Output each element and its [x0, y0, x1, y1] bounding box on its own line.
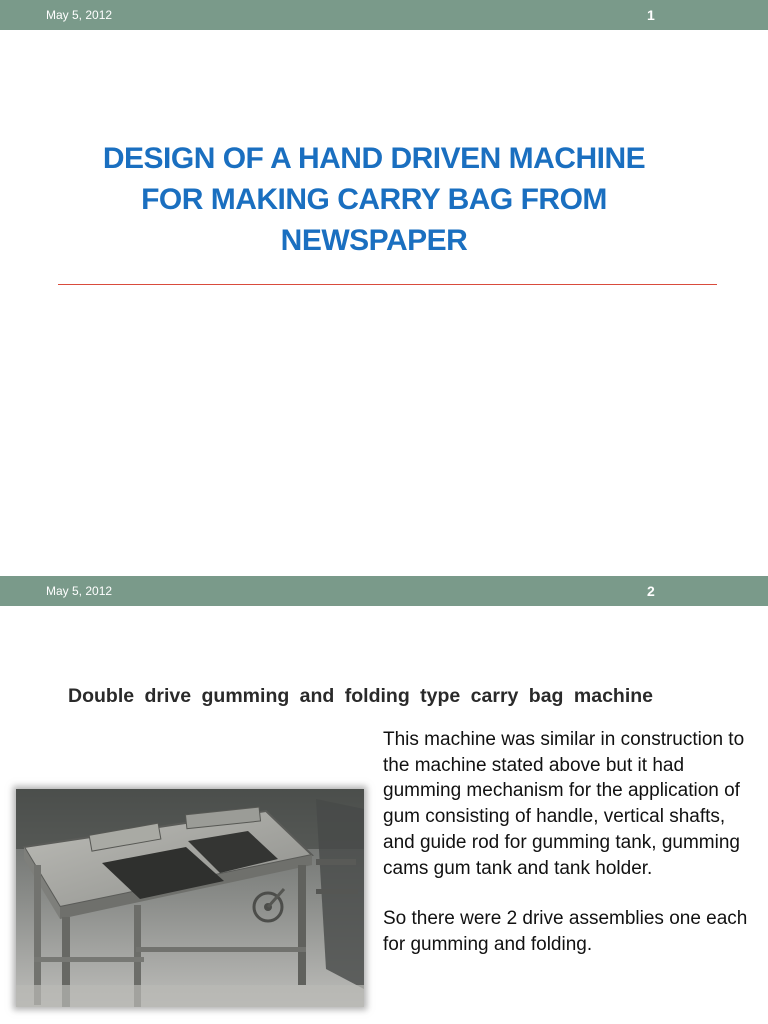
slide-heading: Double drive gumming and folding type carry bag machine — [68, 685, 654, 707]
title-line: NEWSPAPER — [280, 224, 468, 257]
slide-number: 1 — [647, 7, 655, 23]
slide-body-text — [383, 727, 753, 958]
slide-2 — [0, 576, 768, 1024]
body-paragraph: So there were 2 drive assemblies one each for gumming and folding. — [383, 908, 748, 955]
slide-header-bar — [0, 576, 768, 606]
title-divider — [58, 284, 717, 285]
body-paragraph: This machine was similar in construction to the machine stated above but it had gumming mechanism for the application of gum consisting of handle, vertical shafts, and guide rod for gumming tank, gumming cams gum tank and tank holder. — [383, 729, 745, 879]
slide-number: 2 — [647, 583, 655, 599]
title-line: DESIGN OF A HAND DRIVEN MACHINE — [102, 142, 646, 175]
machine-photo — [16, 789, 364, 1007]
slide-header-bar — [0, 0, 768, 30]
slide-title — [40, 138, 708, 261]
machine-photo-illustration — [16, 789, 364, 1007]
title-line: FOR MAKING CARRY BAG FROM — [141, 183, 607, 216]
slide-date: May 5, 2012 — [46, 8, 113, 22]
slide-date: May 5, 2012 — [46, 584, 113, 598]
